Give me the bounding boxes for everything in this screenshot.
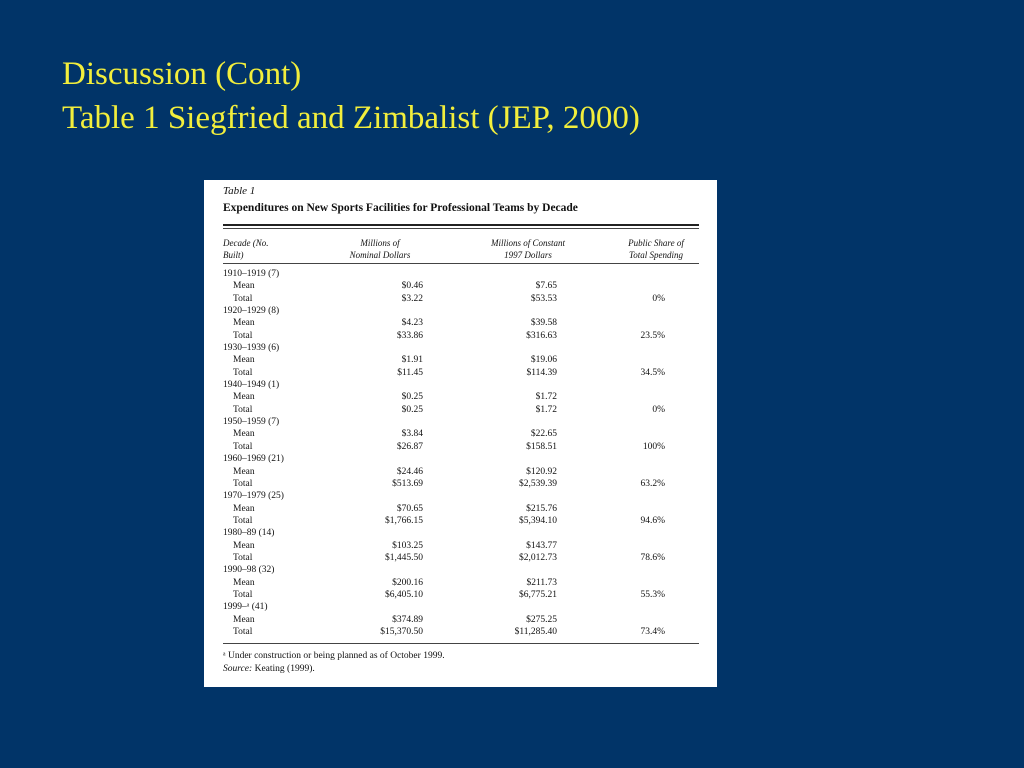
header-constant (473, 237, 583, 261)
decade-label: 1910–1919 (7) (223, 269, 280, 279)
public-share-value: 0% (652, 404, 665, 415)
total-nominal-value: $15,370.50 (380, 626, 423, 637)
mean-constant-value: $120.92 (526, 466, 557, 477)
public-share-value: 78.6% (640, 552, 665, 563)
mean-label: Mean (233, 355, 255, 366)
table-caption: Expenditures on New Sports Facilities for Professional Teams by Decade (223, 202, 578, 214)
slide-title (62, 52, 640, 140)
total-row (223, 367, 699, 379)
table-figure (204, 180, 717, 687)
header-constant-line-2: 1997 Dollars (504, 250, 552, 260)
public-share-value: 73.4% (640, 626, 665, 637)
mean-nominal-value: $4.23 (401, 318, 423, 329)
table-bottom-rule (223, 643, 699, 644)
table-top-rule (223, 224, 699, 226)
mean-nominal-value: $0.25 (401, 392, 423, 403)
total-nominal-value: $3.22 (401, 293, 423, 304)
mean-row (223, 577, 699, 589)
mean-constant-value: $275.25 (526, 614, 557, 625)
header-decade-line-1: Decade (No. (223, 238, 269, 248)
total-nominal-value: $513.69 (392, 478, 423, 489)
header-nominal (335, 237, 425, 261)
total-label: Total (233, 330, 253, 341)
table-body (223, 268, 699, 638)
decade-label: 1960–1969 (21) (223, 454, 284, 465)
total-constant-value: $53.53 (530, 293, 557, 304)
mean-constant-value: $39.58 (530, 318, 557, 329)
header-decade-line-2: Built) (223, 250, 244, 260)
total-row (223, 589, 699, 601)
decade-row (223, 453, 699, 465)
public-share-value: 55.3% (640, 589, 665, 600)
total-constant-value: $11,285.40 (514, 626, 557, 637)
mean-row (223, 540, 699, 552)
total-constant-value: $158.51 (526, 441, 557, 452)
total-row (223, 515, 699, 527)
mean-label: Mean (233, 503, 255, 514)
header-public-line-2: Total Spending (629, 250, 683, 260)
header-nominal-line-1: Millions of (360, 238, 400, 248)
decade-row (223, 268, 699, 280)
mean-row (223, 466, 699, 478)
total-label: Total (233, 367, 253, 378)
mean-nominal-value: $1.91 (401, 355, 423, 366)
mean-nominal-value: $3.84 (401, 429, 423, 440)
header-public-share (611, 237, 701, 261)
total-label: Total (233, 626, 253, 637)
public-share-value: 23.5% (640, 330, 665, 341)
mean-constant-value: $211.73 (526, 577, 557, 588)
total-row (223, 330, 699, 342)
public-share-value: 94.6% (640, 515, 665, 526)
mean-label: Mean (233, 429, 255, 440)
total-row (223, 626, 699, 638)
source-label: Source: (223, 664, 253, 675)
total-label: Total (233, 404, 253, 415)
mean-nominal-value: $200.16 (392, 577, 423, 588)
total-nominal-value: $6,405.10 (385, 589, 423, 600)
table-label: Table 1 (223, 185, 256, 197)
decade-label: 1920–1929 (8) (223, 306, 280, 317)
mean-nominal-value: $24.46 (396, 466, 423, 477)
header-rule (223, 263, 699, 264)
total-nominal-value: $1,766.15 (385, 515, 423, 526)
decade-row (223, 564, 699, 576)
total-nominal-value: $0.25 (401, 404, 423, 415)
source-text: Keating (1999). (252, 664, 315, 675)
decade-row (223, 379, 699, 391)
mean-nominal-value: $374.89 (392, 614, 423, 625)
total-row (223, 293, 699, 305)
mean-label: Mean (233, 540, 255, 551)
total-row (223, 441, 699, 453)
total-nominal-value: $11.45 (397, 367, 423, 378)
decade-label: 1970–1979 (25) (223, 491, 284, 502)
total-constant-value: $2,539.39 (519, 478, 557, 489)
title-line-2: Table 1 Siegfried and Zimbalist (JEP, 2000) (62, 100, 640, 136)
mean-row (223, 428, 699, 440)
mean-constant-value: $215.76 (526, 503, 557, 514)
footnote-text: ᵃ Under construction or being planned as of October 1999. (223, 651, 445, 662)
total-constant-value: $5,394.10 (519, 515, 557, 526)
total-label: Total (233, 589, 253, 600)
total-constant-value: $6,775.21 (519, 589, 557, 600)
header-constant-line-1: Millions of Constant (490, 238, 565, 248)
decade-label: 1990–98 (32) (223, 565, 275, 576)
decade-label: 1930–1939 (6) (223, 343, 280, 354)
header-nominal-line-2: Nominal Dollars (349, 250, 411, 260)
mean-constant-value: $7.65 (535, 281, 557, 292)
mean-nominal-value: $103.25 (392, 540, 423, 551)
mean-constant-value: $143.77 (526, 540, 557, 551)
total-constant-value: $316.63 (526, 330, 557, 341)
mean-row (223, 317, 699, 329)
table-footnote (223, 650, 699, 676)
total-label: Total (233, 293, 253, 304)
total-nominal-value: $33.86 (396, 330, 423, 341)
total-row (223, 404, 699, 416)
mean-row (223, 503, 699, 515)
decade-row (223, 416, 699, 428)
decade-row (223, 305, 699, 317)
title-line-1: Discussion (Cont) (62, 56, 302, 92)
public-share-value: 100% (642, 441, 665, 452)
mean-nominal-value: $70.65 (396, 503, 423, 514)
mean-row (223, 354, 699, 366)
decade-label: 1940–1949 (1) (223, 380, 280, 391)
decade-row (223, 527, 699, 539)
mean-label: Mean (233, 614, 255, 625)
total-constant-value: $114.39 (526, 367, 557, 378)
total-row (223, 478, 699, 490)
mean-row (223, 391, 699, 403)
total-constant-value: $2,012.73 (519, 552, 557, 563)
total-row (223, 552, 699, 564)
public-share-value: 0% (652, 293, 665, 304)
decade-label: 1999–ᵃ (41) (223, 602, 268, 613)
total-label: Total (233, 478, 253, 489)
total-nominal-value: $26.87 (396, 441, 423, 452)
total-constant-value: $1.72 (535, 404, 557, 415)
decade-row (223, 601, 699, 613)
mean-nominal-value: $0.46 (401, 281, 423, 292)
mean-label: Mean (233, 281, 255, 292)
public-share-value: 63.2% (640, 478, 665, 489)
total-label: Total (233, 515, 253, 526)
decade-label: 1950–1959 (7) (223, 417, 280, 428)
header-public-line-1: Public Share of (628, 238, 684, 248)
decade-label: 1980–89 (14) (223, 528, 275, 539)
public-share-value: 34.5% (640, 367, 665, 378)
decade-row (223, 342, 699, 354)
total-label: Total (233, 552, 253, 563)
mean-label: Mean (233, 318, 255, 329)
decade-row (223, 490, 699, 502)
mean-constant-value: $22.65 (530, 429, 557, 440)
total-label: Total (233, 441, 253, 452)
mean-constant-value: $19.06 (530, 355, 557, 366)
mean-row (223, 614, 699, 626)
mean-label: Mean (233, 466, 255, 477)
header-decade (223, 237, 303, 261)
table-header-row (223, 229, 699, 263)
mean-constant-value: $1.72 (535, 392, 557, 403)
mean-row (223, 280, 699, 292)
total-nominal-value: $1,445.50 (385, 552, 423, 563)
mean-label: Mean (233, 577, 255, 588)
mean-label: Mean (233, 392, 255, 403)
